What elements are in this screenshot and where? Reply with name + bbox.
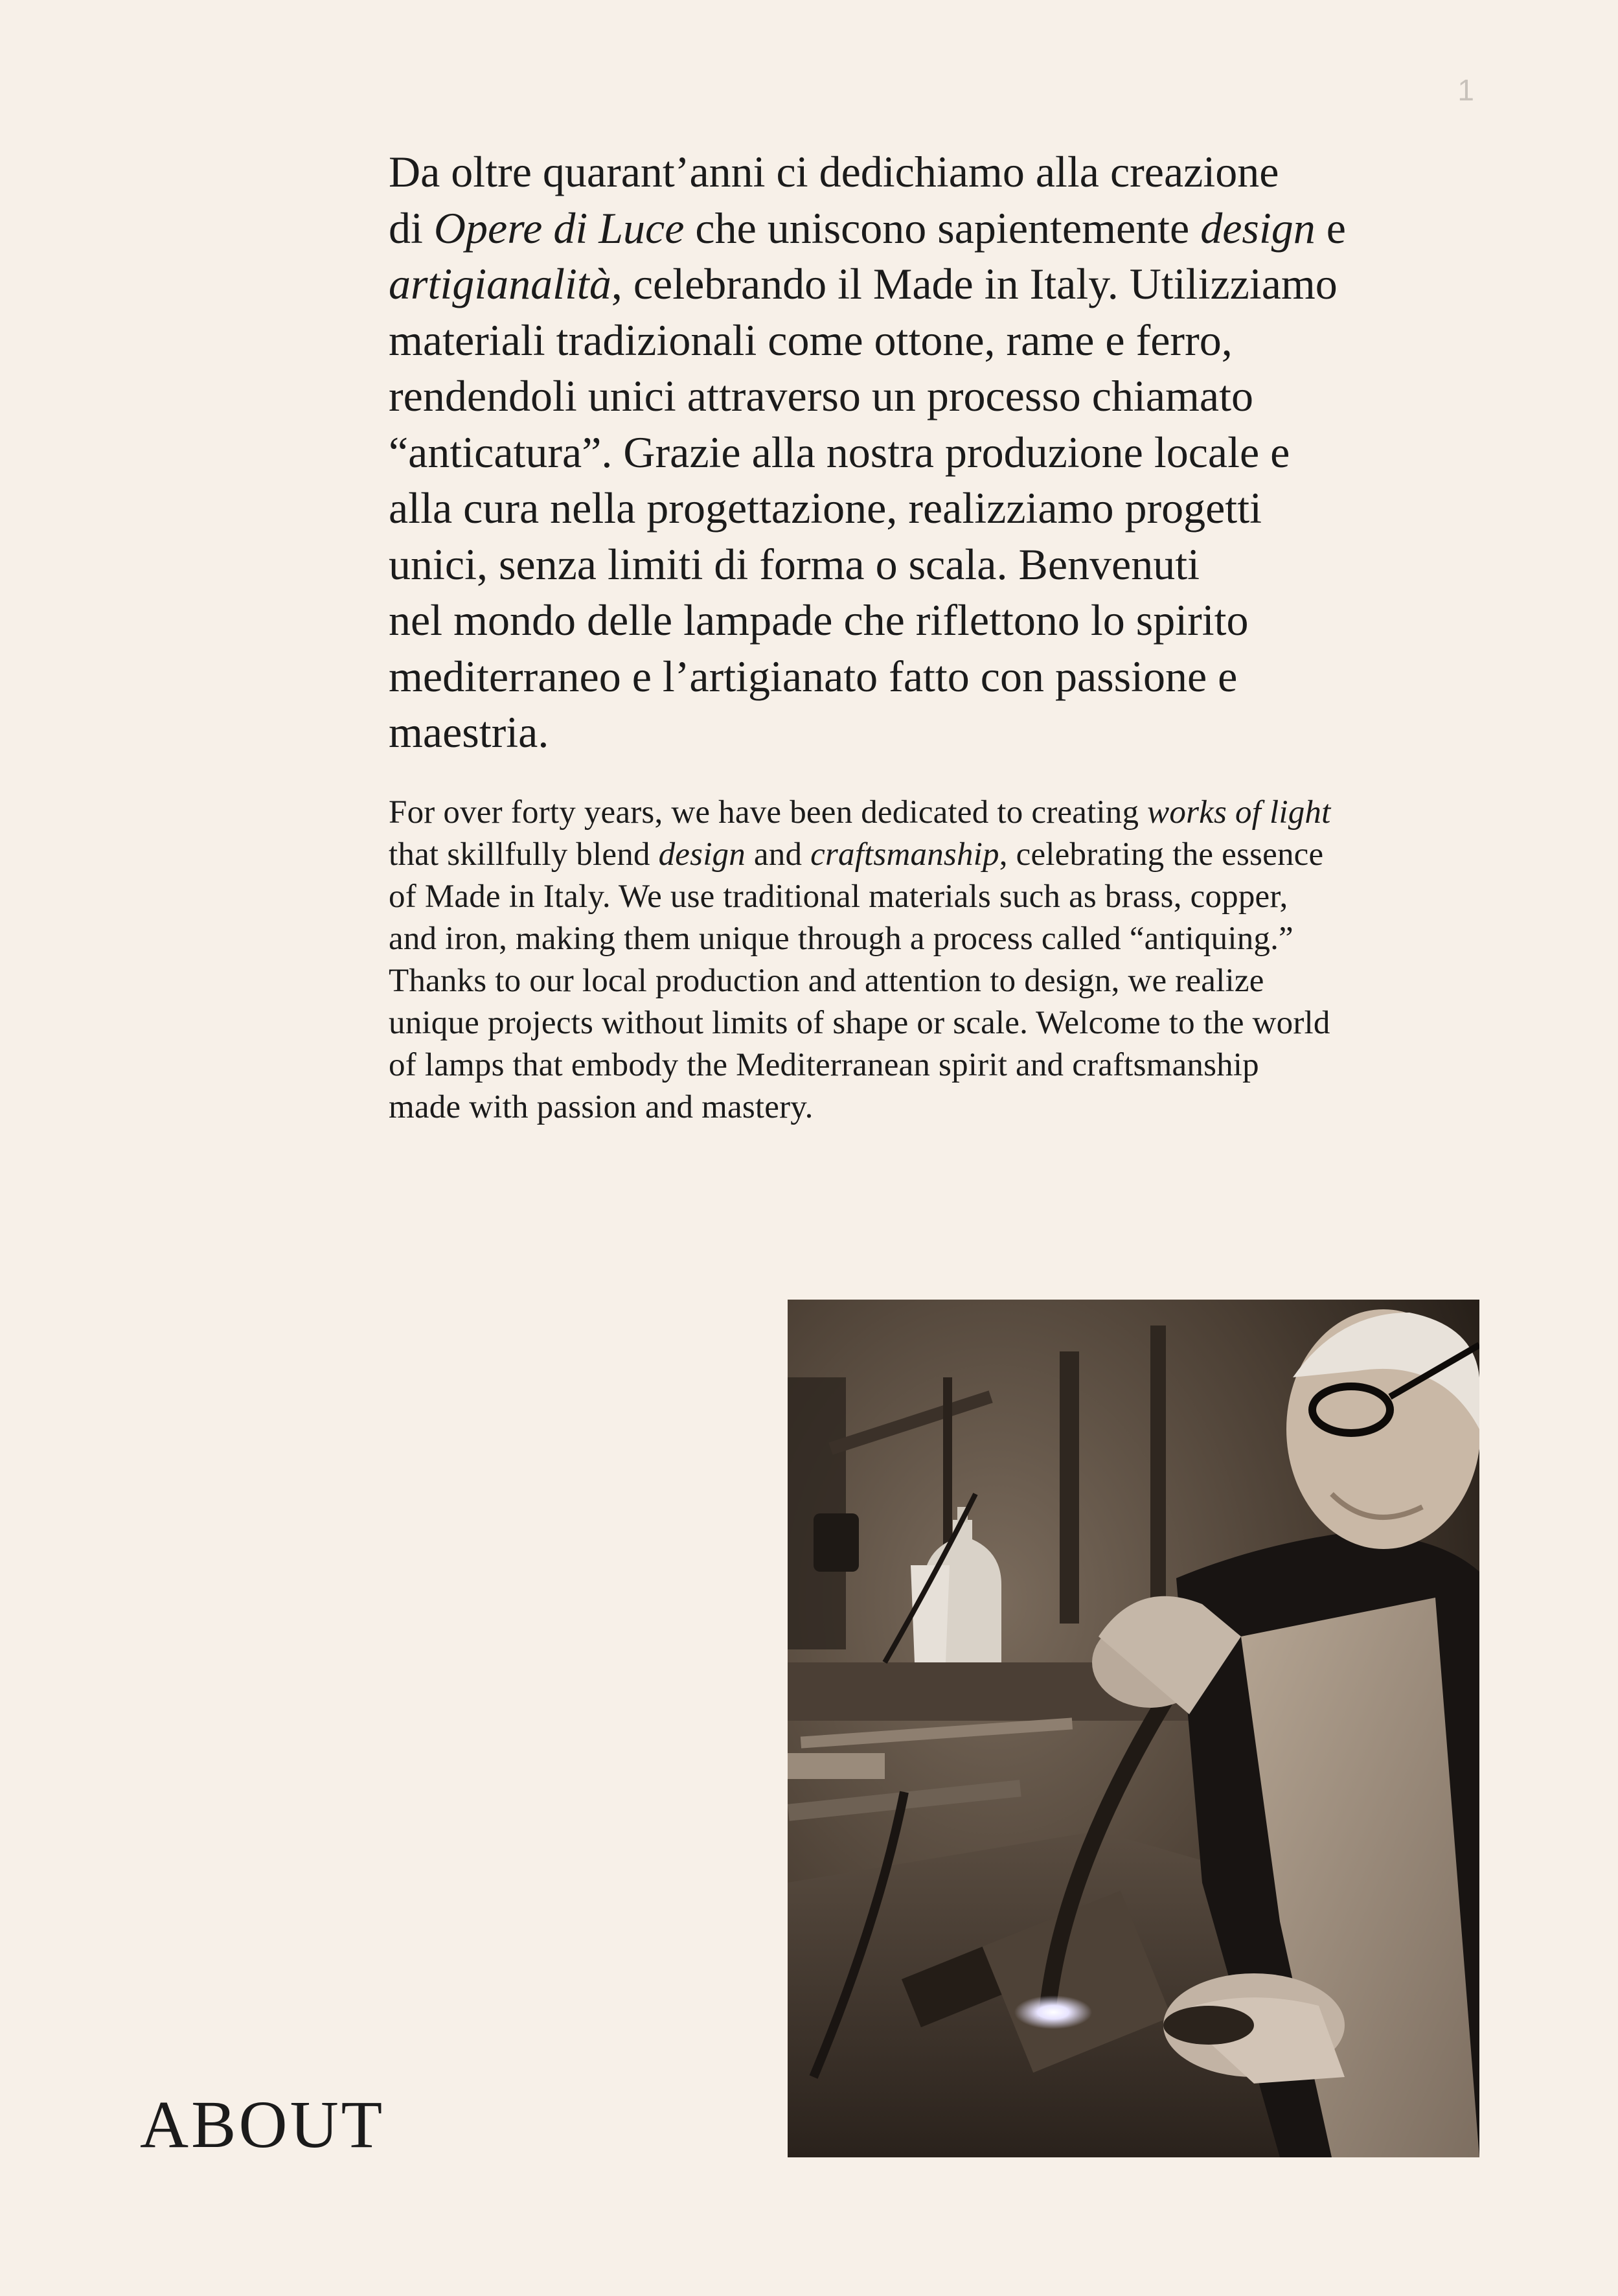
artisan-welding-photo-icon xyxy=(788,1300,1479,2157)
text-segment: , celebrando il Made in Italy. Utilizziamo xyxy=(611,259,1338,308)
italic-segment: Opere di Luce xyxy=(433,203,685,253)
text-line xyxy=(389,312,1490,369)
text-line xyxy=(389,1086,1503,1129)
text-segment: e xyxy=(1315,203,1346,253)
text-segment: mediterraneo e l’artigianato fatto con passione e xyxy=(389,651,1238,701)
text-segment: unique projects without limits of shape or scale. Welcome to the world xyxy=(389,1005,1330,1041)
text-segment: materiali tradizionali come ottone, rame e ferro, xyxy=(389,315,1233,365)
italic-segment: craftsmanship xyxy=(810,836,999,873)
text-line xyxy=(389,144,1490,200)
text-segment: that skillfully blend xyxy=(389,836,659,873)
text-line xyxy=(389,424,1490,481)
text-segment: and xyxy=(745,836,811,873)
text-segment: , celebrating the essence xyxy=(999,836,1324,873)
text-line xyxy=(389,792,1503,834)
text-line xyxy=(389,960,1503,1002)
artisan-photo xyxy=(788,1300,1479,2157)
text-segment: che uniscono sapientemente xyxy=(684,203,1201,253)
text-line xyxy=(389,918,1503,960)
text-segment: nel mondo delle lampade che riflettono lo spirito xyxy=(389,595,1249,645)
text-line xyxy=(389,704,1490,761)
italic-segment: artigianalità xyxy=(389,259,611,308)
text-line xyxy=(389,1002,1503,1044)
italic-segment: works of light xyxy=(1147,794,1331,831)
section-title: ABOUT xyxy=(140,2087,385,2162)
text-line xyxy=(389,256,1490,312)
text-segment: Da oltre quarant’anni ci dedichiamo alla creazione xyxy=(389,147,1279,196)
text-segment: di xyxy=(389,203,434,253)
text-segment: of lamps that embody the Mediterranean spirit and craftsmanship xyxy=(389,1047,1259,1083)
text-segment: and iron, making them unique through a process called “antiquing.” xyxy=(389,921,1293,957)
text-segment: “anticatura”. Grazie alla nostra produzione locale e xyxy=(389,427,1290,477)
page-number: 1 xyxy=(1457,73,1474,107)
text-segment: of Made in Italy. We use traditional materials such as brass, copper, xyxy=(389,878,1288,915)
text-line xyxy=(389,834,1503,876)
text-segment: alla cura nella progettazione, realizziamo progetti xyxy=(389,483,1262,533)
text-line xyxy=(389,876,1503,918)
italic-segment: design xyxy=(1200,203,1316,253)
text-segment: rendendoli unici attraverso un processo chiamato xyxy=(389,371,1253,420)
text-segment: For over forty years, we have been dedicated to creating xyxy=(389,794,1148,831)
text-segment: unici, senza limiti di forma o scala. Benvenuti xyxy=(389,539,1200,589)
text-line xyxy=(389,1044,1503,1086)
italian-paragraph xyxy=(389,144,1490,761)
text-line xyxy=(389,480,1490,536)
text-line xyxy=(389,592,1490,649)
text-line xyxy=(389,368,1490,424)
text-segment: Thanks to our local production and attention to design, we realize xyxy=(389,963,1264,999)
text-segment: made with passion and mastery. xyxy=(389,1089,814,1125)
italic-segment: design xyxy=(658,836,746,873)
text-line xyxy=(389,200,1490,257)
text-line xyxy=(389,536,1490,593)
english-paragraph xyxy=(389,792,1503,1129)
text-segment: maestria. xyxy=(389,707,549,757)
text-line xyxy=(389,649,1490,705)
